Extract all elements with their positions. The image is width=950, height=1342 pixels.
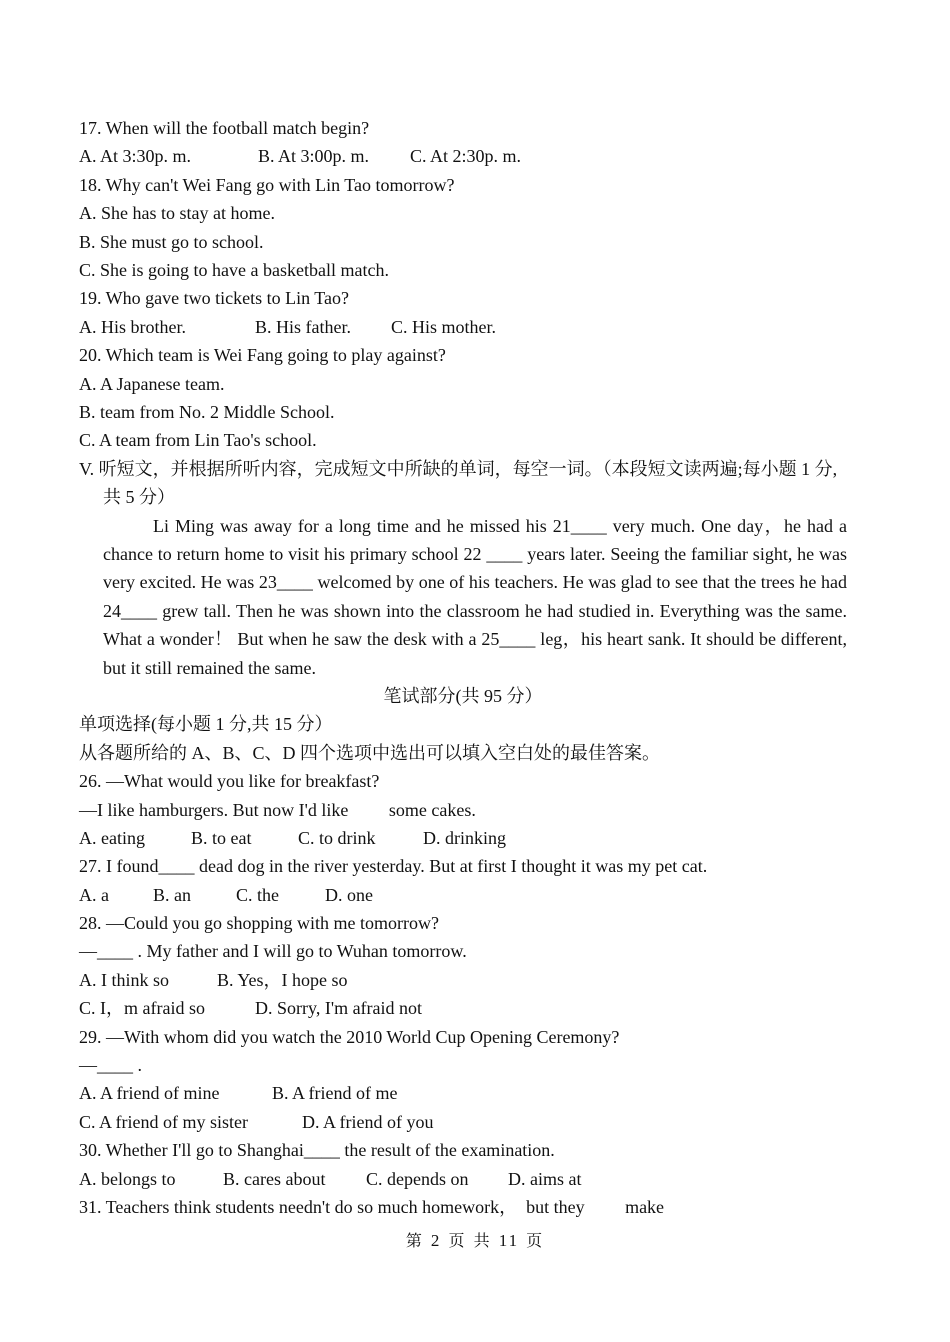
option-b: B. cares about [223,1168,326,1189]
footer-prefix: 第 [405,1231,424,1250]
option-b: B. Yes，I hope so [217,969,348,990]
section-v-passage: Li Ming was away for a long time and he missed his 21____ very much. One day，he had a chance to return home to visit his primary school 22 ____ years later. Seeing the familiar sight, he was very excited. He was 23____ welcomed by one of his teachers. He was glad to see that the trees he had 24____ grew tall. Then he was shown into the classroom he had studied in. Everything was the same. What a wonder！ But when he saw the desk with a 25____ leg，his heart sank. It should be different, but it still remained the same. [103,515,847,678]
option-c: C. His mother. [391,316,497,337]
option-d: D. one [325,884,373,905]
question-29-options-cd [79,1108,869,1136]
footer-page-number: 2 [430,1231,442,1250]
question-26-line2: —I like hamburgers. But now I'd like some cakes. [79,799,476,820]
footer-total-pages: 11 [498,1231,520,1250]
question-26-options [79,824,869,852]
question-29-line2: —____ . [79,1055,142,1076]
question-29: 29. —With whom did you watch the 2010 World Cup Opening Ceremony? [79,1026,620,1047]
option-a: A. A Japanese team. [79,373,225,394]
option-b: B. At 3:00p. m. [258,146,370,167]
option-a: A. She has to stay at home. [79,203,275,224]
option-b: B. an [153,884,191,905]
option-b: B. to eat [191,827,252,848]
question-31: 31. Teachers think students needn't do so much homework， but they make [79,1196,665,1217]
question-17-options [79,142,869,170]
option-c: C. the [236,884,279,905]
option-a: A. I think so [79,969,169,990]
option-a: A. eating [79,827,145,848]
option-a: A. At 3:30p. m. [79,146,192,167]
question-17: 17. When will the football match begin? [79,118,370,138]
option-c: C. I，m afraid so [79,998,205,1019]
question-27-options [79,881,869,909]
question-30: 30. Whether I'll go to Shanghai____ the result of the examination. [79,1140,555,1161]
option-a: A. a [79,884,109,905]
option-c: C. depends on [366,1168,469,1189]
question-28-options-ab [79,966,869,994]
option-b: B. His father. [255,316,351,337]
written-part-title: 笔试部分(共 95 分） [383,685,543,706]
question-20: 20. Which team is Wei Fang going to play against? [79,345,446,366]
question-28-options-cd [79,994,869,1022]
option-b: B. A friend of me [272,1083,398,1104]
option-a: A. A friend of mine [79,1083,220,1104]
option-d: D. A friend of you [302,1111,434,1132]
footer-suffix: 页 [526,1231,545,1250]
footer-middle: 页 共 [448,1231,492,1250]
option-d: D. Sorry, I'm afraid not [255,998,423,1019]
question-30-options [79,1165,869,1193]
option-a: A. His brother. [79,316,186,337]
option-c: C. to drink [298,827,376,848]
option-a: A. belongs to [79,1168,176,1189]
section-heading: 单项选择(每小题 1 分,共 15 分） [79,714,333,735]
section-v-heading: V. 听短文，并根据所听内容，完成短文中所缺的单词，每空一词。（本段短文读两遍;每小题 1 分,共 5 分） [79,458,838,508]
question-28-line2: —____ . My father and I will go to Wuhan tomorrow. [79,941,467,962]
option-c: C. A team from Lin Tao's school. [79,430,317,451]
question-19-options [79,313,869,341]
section-instruction: 从各题所给的 A、B、C、D 四个选项中选出可以填入空白处的最佳答案。 [79,742,661,763]
page-content [79,114,869,1221]
option-c: C. She is going to have a basketball match. [79,259,389,280]
question-26: 26. —What would you like for breakfast? [79,771,380,792]
question-28: 28. —Could you go shopping with me tomorrow? [79,913,439,934]
option-b: B. team from No. 2 Middle School. [79,401,335,422]
option-b: B. She must go to school. [79,231,264,252]
option-d: D. drinking [423,827,506,848]
question-27: 27. I found____ dead dog in the river yesterday. But at first I thought it was my pet cat. [79,856,708,877]
option-c: C. A friend of my sister [79,1111,248,1132]
page-footer [0,1228,950,1251]
option-c: C. At 2:30p. m. [410,146,522,167]
question-19: 19. Who gave two tickets to Lin Tao? [79,288,350,309]
question-29-options-ab [79,1079,869,1107]
question-18: 18. Why can't Wei Fang go with Lin Tao tomorrow? [79,174,455,195]
option-d: D. aims at [508,1168,582,1189]
